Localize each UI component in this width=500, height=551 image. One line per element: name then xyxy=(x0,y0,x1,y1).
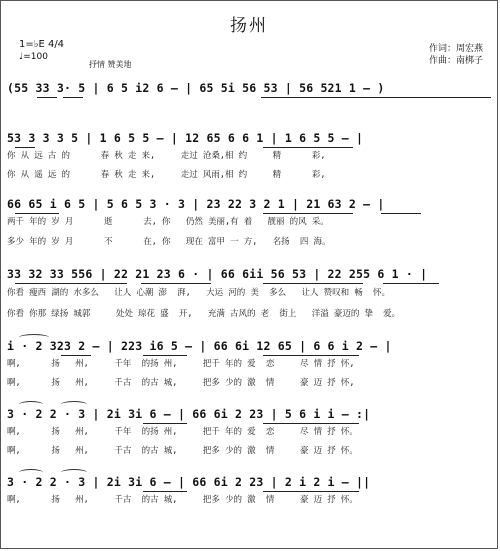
performance-marking: 抒情 赞美地 xyxy=(89,60,132,69)
beam-line xyxy=(143,355,187,356)
beam-line xyxy=(263,147,353,148)
lyric-line-4a: 你看 瘦西 湖的 水多么 让人 心潮 澎 湃, 大运 河的 美 多么 让人 赞叹和 畅 怀。 xyxy=(7,288,390,298)
notation-line-5: i · 2 323 2 – | 223 i6 5 – | 66 6i 12 65 | 6 6 i 2 – | xyxy=(7,339,392,353)
beam-line xyxy=(61,355,91,356)
lyric-line-7a: 啊, 扬 州, 千古 的古 城, 把多 少的 激 情 豪 迈 抒 怀。 xyxy=(7,495,358,505)
beam-line xyxy=(383,283,439,284)
beam-line xyxy=(263,355,359,356)
beam-line xyxy=(143,491,187,492)
lyric-line-6a: 啊, 扬 州, 千年 的扬 州, 把千 年的 爱 恋 尽 情 抒 怀。 xyxy=(7,427,358,437)
composer: 作曲：南梆子 xyxy=(428,56,483,66)
beam-line xyxy=(261,97,491,98)
beam-line xyxy=(263,213,353,214)
slur-mark xyxy=(19,334,49,341)
credits xyxy=(429,43,483,67)
slur-mark xyxy=(61,469,87,476)
tempo-marking: ♩=100 xyxy=(19,52,48,62)
lyric-line-5a: 啊, 扬 州, 千年 的扬 州, 把千 年的 爱 恋 尽 情 抒 怀, xyxy=(7,359,355,369)
lyricist: 作词：周宏燕 xyxy=(428,44,483,54)
notation-line-6: 3 · 2 2 · 3 | 2i 3i 6 – | 66 6i 2 23 | 5 6 i i – :| xyxy=(7,407,371,421)
score-key-tempo xyxy=(19,39,64,63)
lyric-line-6b: 啊, 扬 州, 千古 的古 城, 把多 少的 激 情 豪 迈 抒 怀。 xyxy=(7,446,358,456)
slur-mark xyxy=(19,401,43,408)
key-signature: 1=♭E 4/4 xyxy=(19,39,65,50)
beam-line xyxy=(15,213,59,214)
beam-line xyxy=(63,97,83,98)
notation-line-3: 66 65 i 6 5 | 5 6 5 3 · 3 | 23 22 3 2 1 | 21 63 2 – | xyxy=(7,197,385,211)
lyric-line-3a: 两千 年的 岁 月 逝 去, 你 仍然 美丽,有 着 靓丽 的风 采。 xyxy=(7,217,329,227)
beam-line xyxy=(141,283,211,284)
beam-line xyxy=(263,423,359,424)
notation-line-7: 3 · 2 2 · 3 | 2i 3i 6 – | 66 6i 2 23 | 2 i 2 i – || xyxy=(7,475,371,489)
slur-mark xyxy=(61,401,87,408)
slur-mark xyxy=(19,469,43,476)
beam-line xyxy=(37,97,57,98)
lyric-line-2a: 你 从 远 古 的 春 秋 走 来, 走过 沧桑,相 约 精 彩, xyxy=(7,151,326,161)
lyric-line-2b: 你 从 遥 远 的 春 秋 走 来, 走过 风雨,相 约 精 彩, xyxy=(7,170,326,180)
beam-line xyxy=(143,423,187,424)
beam-line xyxy=(263,491,359,492)
page-title: 扬州 xyxy=(230,16,268,36)
notation-line-4: 33 32 33 556 | 22 21 23 6 · | 66 6ii 56 53 | 22 255 6 1 · | xyxy=(7,267,428,281)
beam-line xyxy=(15,283,127,284)
beam-line xyxy=(15,147,35,148)
lyric-line-4b: 你看 你那 绿扬 城郭 处处 琼花 盛 开, 充满 古风的 老 街上 洋溢 豪迈的 挚 爱。 xyxy=(7,309,401,319)
lyric-line-5b: 啊, 扬 州, 千古 的古 城, 把多 少的 激 情 豪 迈 抒 怀, xyxy=(7,378,355,388)
notation-line-2: 53 3 3 3 5 | 1 6 5 5 – | 12 65 6 6 1 | 1 6 5 5 – | xyxy=(7,131,364,145)
notation-line-1: (55 33 3· 5 | 6 5 i2 6 – | 65 5i 56 53 | 56 521 1 – ) xyxy=(7,81,385,95)
beam-line xyxy=(263,283,363,284)
beam-line xyxy=(381,213,421,214)
lyric-line-3b: 多少 年的 岁 月 不 在, 你 现在 富甲 一 方, 名扬 四 海。 xyxy=(7,237,331,247)
